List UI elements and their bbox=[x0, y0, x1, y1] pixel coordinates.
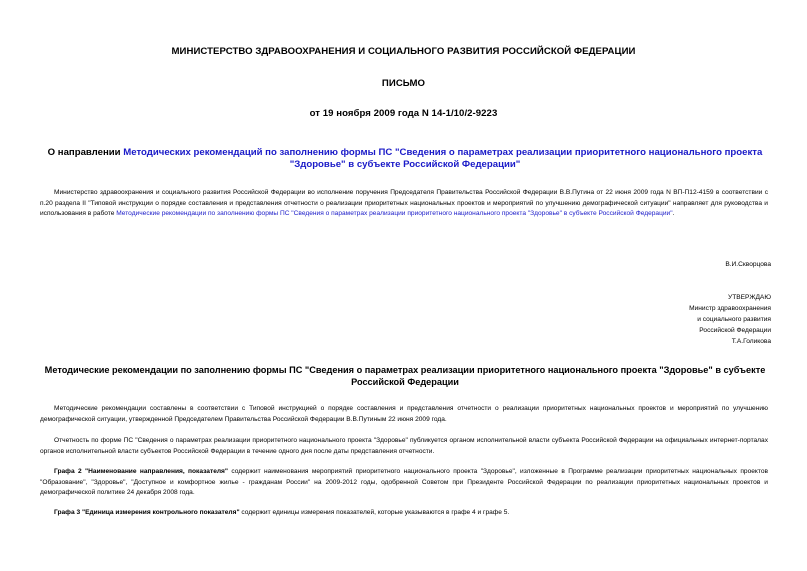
letter-body bbox=[40, 188, 768, 220]
signature: В.И.Скворцова bbox=[725, 261, 771, 268]
approval-line-2: и социального развития bbox=[697, 316, 771, 323]
approval-title: УТВЕРЖДАЮ bbox=[728, 294, 771, 301]
approval-line-4: Т.А.Голикова bbox=[731, 338, 771, 345]
column-2-heading: Графа 2 "Наименование направления, показателя" bbox=[54, 468, 229, 475]
ministry-heading: МИНИСТЕРСТВО ЗДРАВООХРАНЕНИЯ И СОЦИАЛЬНОГО РАЗВИТИЯ РОССИЙСКОЙ ФЕДЕРАЦИИ bbox=[171, 46, 636, 57]
date-and-number: от 19 ноября 2009 года N 14-1/10/2-9223 bbox=[309, 108, 498, 119]
column-3-heading: Графа 3 "Единица измерения контрольного показателя" bbox=[54, 509, 240, 516]
document-type: ПИСЬМО bbox=[381, 78, 426, 89]
approval-line-3: Российской Федерации bbox=[699, 327, 771, 334]
approval-block bbox=[689, 292, 771, 347]
methodology-paragraph-1: Методические рекомендации составлены в соответствии с Типовой инструкцией о порядке составления и представления отчетности о реализации приоритетных национальных проектов и мероприятий по улучшению демографической ситуации, утвержденной Председателем Правительства Российской Федерации В.В.Путиным 22 июня 2009 года. bbox=[40, 405, 768, 423]
methodology-paragraph-2: Отчетность по форме ПС "Сведения о параметрах реализации приоритетного национального проекта "Здоровье" публикуется органом исполнительной власти субъекта Российской Федерации на официальных интернет-порталах органов исполнительной власти субъектов Российской Федерации в течение одного дня после даты представления отчетности. bbox=[40, 437, 768, 455]
column-2-description: содержит наименования мероприятий приоритетного национального проекта "Здоровье", изложенные в Программе реализации приоритетных национальных проектов "Образование", "Здоровье", "Доступное и комфортное жилье - гражданам России" на 2009-2012 годы, одобренной Советом при Президенте Российской Федерации по реализации приоритетных национальных проектов и демографической политике 24 декабря 2008 года. bbox=[40, 468, 768, 497]
column-3-description: содержит единицы измерения показателей, которые указываются в графе 4 и графе 5. bbox=[239, 509, 510, 516]
methodology-paragraph-4 bbox=[40, 508, 768, 519]
subject-prefix: О направлении bbox=[47, 147, 124, 158]
letter-body-end: . bbox=[672, 210, 675, 218]
letter-body-text: Министерство здравоохранения и социального развития Российской Федерации во исполнение поручения Председателя Правительства Российской Федерации В.В.Путина от 22 июня 2009 года N ВП-П12-4159 в соответствии с п.20 раздела II "Типовой инструкции о порядке составления и представления отчетности о реализации приоритетных национальных проектов и мероприятий по улучшению демографической ситуации" направляет для руководства и использования в работе bbox=[40, 189, 768, 218]
letter-body-link[interactable]: Методические рекомендации по заполнению формы ПС "Сведения о параметрах реализации приоритетного национального проекта "Здоровье" в субъекте Российской Федерации" bbox=[116, 210, 673, 218]
subject-link[interactable]: Методических рекомендаций по заполнению формы ПС "Сведения о параметрах реализации приоритетного национального проекта "Здоровье" в субъекте Российской Федерации" bbox=[123, 147, 763, 170]
approval-line-1: Министр здравоохранения bbox=[689, 305, 771, 312]
methodology-paragraph-3 bbox=[40, 467, 768, 499]
subject-line bbox=[40, 147, 770, 171]
methodology-title: Методические рекомендации по заполнению формы ПС "Сведения о параметрах реализации приоритетного национального проекта "Здоровье" в субъекте Российской Федерации bbox=[44, 365, 766, 387]
